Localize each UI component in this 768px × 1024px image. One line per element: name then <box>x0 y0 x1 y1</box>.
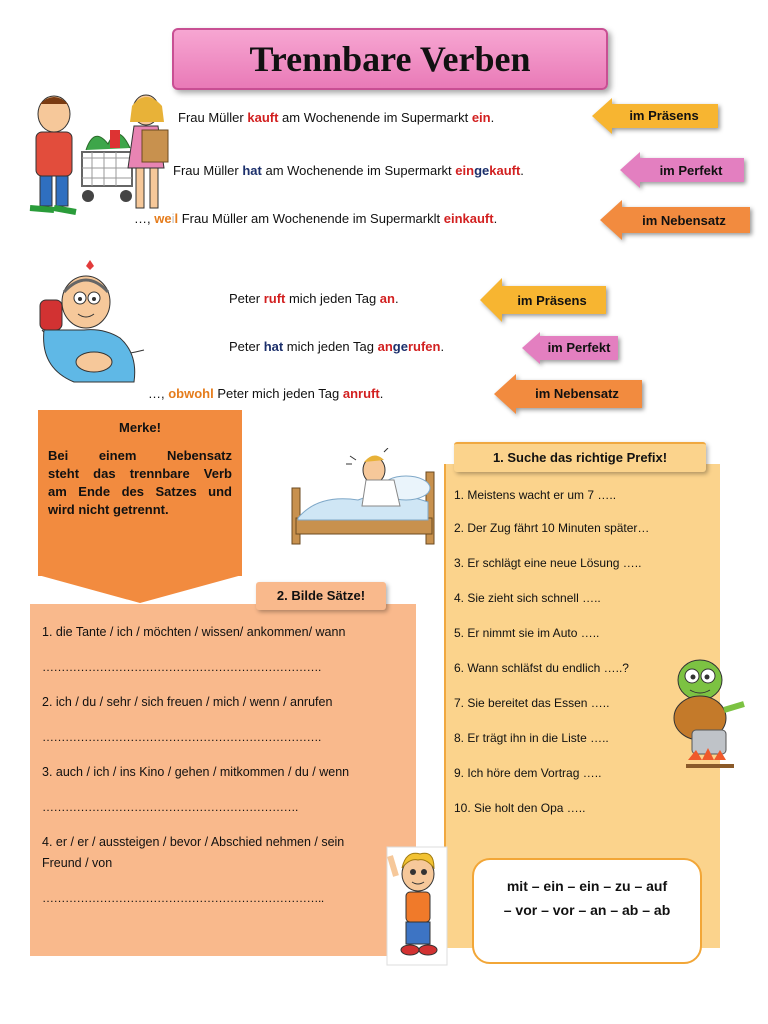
verb-highlight: einkauft <box>443 211 494 226</box>
sentence-part: Frau Müller am Wochenende im Supermarklt <box>178 211 444 226</box>
conjunction-highlight: l <box>174 211 179 226</box>
arrow-nebensatz-1 <box>600 200 750 240</box>
exercise2-answer-line: …………………………………………………………. <box>42 800 298 814</box>
arrow-praesens-2 <box>480 278 606 322</box>
sleeping-man-icon <box>288 448 438 548</box>
exercise1-item-3: 3. Er schlägt eine neue Lösung ….. <box>454 556 642 570</box>
merke-line: steht das trennbare Verb <box>48 466 232 481</box>
sentence-part: mich jeden Tag <box>285 291 380 306</box>
shopping-couple-icon <box>18 92 174 222</box>
sentence-part: . <box>493 211 498 226</box>
arrow-perfekt-2 <box>522 332 618 364</box>
verb-highlight: kauft <box>489 163 521 178</box>
sentence-part: . <box>520 163 524 178</box>
title-banner <box>172 28 608 90</box>
merke-arrow-tip <box>38 575 242 603</box>
sentence-perfekt-anrufen <box>229 339 444 354</box>
prefix-highlight: an <box>377 339 393 354</box>
merke-box <box>38 410 242 576</box>
sentence-part: …, <box>148 386 169 401</box>
exercise1-item-4: 4. Sie zieht sich schnell ….. <box>454 591 601 605</box>
sentence-part: . <box>379 386 384 401</box>
prefix-highlight: an <box>379 291 395 306</box>
exercise1-item-7: 7. Sie bereitet das Essen ….. <box>454 696 610 710</box>
sentence-part: am Wochenende im Supermarkt <box>278 110 472 125</box>
arrow-label: im Nebensatz <box>535 386 619 401</box>
arrow-label: im Perfekt <box>547 340 611 355</box>
sentence-perfekt-kaufen <box>173 163 524 178</box>
sentence-part: Peter mich jeden Tag <box>213 386 343 401</box>
sentence-part: . <box>440 339 445 354</box>
arrow-label: im Präsens <box>629 108 699 123</box>
ge-highlight: ge <box>392 339 408 354</box>
sentence-part: Peter <box>229 339 264 354</box>
verb-highlight: ruft <box>263 291 286 306</box>
sentence-part: . <box>394 291 399 306</box>
turtle-cook-icon <box>664 656 748 774</box>
sentence-part: Frau Müller <box>178 110 248 125</box>
exercise2-item-3: 3. auch / ich / ins Kino / gehen / mitkommen / du / wenn <box>42 765 350 779</box>
waving-boy-icon <box>386 846 448 966</box>
arrow-label: im Nebensatz <box>642 213 726 228</box>
exercise2-answer-line: ……………………………………………………………….. <box>42 891 324 905</box>
merke-line: wird nicht getrennt. <box>48 502 169 517</box>
prefix-highlight: ein <box>471 110 491 125</box>
auxiliary-highlight: hat <box>242 163 262 178</box>
sentence-praesens-anrufen <box>229 291 399 306</box>
verb-highlight: rufen <box>407 339 441 354</box>
sentence-part: . <box>490 110 495 125</box>
exercise2-answer-line: ………………………………………………………………. <box>42 660 321 674</box>
conjunction-highlight: obwohl <box>168 386 214 401</box>
merke-line: am Ende des Satzes und <box>48 484 232 499</box>
verb-highlight: kauft <box>247 110 279 125</box>
exercise2-item-2: 2. ich / du / sehr / sich freuen / mich / wenn / anrufen <box>42 695 333 709</box>
sentence-part: Peter <box>229 291 264 306</box>
verb-highlight: anruft <box>342 386 380 401</box>
merke-line: Bei einem Nebensatz <box>48 448 232 463</box>
sentence-part: Frau Müller <box>173 163 243 178</box>
exercise2-item-4: 4. er / er / aussteigen / bevor / Abschied nehmen / sein <box>42 835 345 849</box>
exercise2-answer-line: ………………………………………………………………. <box>42 730 321 744</box>
sentence-praesens-kaufen <box>178 110 494 125</box>
exercise1-item-6: 6. Wann schläfst du endlich …..? <box>454 661 629 675</box>
arrow-nebensatz-2 <box>494 374 642 414</box>
exercise1-item-5: 5. Er nimmt sie im Auto ….. <box>454 626 600 640</box>
word-bank <box>472 858 702 964</box>
sentence-part: am Wochenende im Supermarkt <box>261 163 456 178</box>
sentence-nebensatz-anrufen <box>148 386 383 401</box>
merke-heading: Merke! <box>119 420 161 435</box>
exercise1-item-2: 2. Der Zug fährt 10 Minuten später… <box>454 521 650 535</box>
word-bank-line: – vor – vor – an – ab – ab <box>503 902 671 918</box>
word-bank-line: mit – ein – ein – zu – auf <box>506 878 668 894</box>
exercise1-item-9: 9. Ich höre dem Vortrag ….. <box>454 766 602 780</box>
phone-man-icon <box>34 258 152 386</box>
arrow-label: im Präsens <box>517 293 587 308</box>
prefix-highlight: ein <box>455 163 475 178</box>
exercise2-item-4-cont: Freund / von <box>42 856 113 870</box>
sentence-part: mich jeden Tag <box>283 339 378 354</box>
exercise1-item-10: 10. Sie holt den Opa ….. <box>454 801 586 815</box>
exercise2-title: 2. Bilde Sätze! <box>256 582 386 610</box>
conjunction-highlight: we <box>154 211 172 226</box>
sentence-part: …, <box>134 211 155 226</box>
auxiliary-highlight: hat <box>263 339 284 354</box>
page-title: Trennbare Verben <box>249 39 531 79</box>
conjunction-highlight: i <box>171 211 175 226</box>
arrow-praesens-1 <box>592 98 718 134</box>
ge-highlight: ge <box>474 163 490 178</box>
exercise2-item-1: 1. die Tante / ich / möchten / wissen/ ankommen/ wann <box>42 625 346 639</box>
exercise1-title: 1. Suche das richtige Prefix! <box>454 442 706 472</box>
exercise1-item-8: 8. Er trägt ihn in die Liste ….. <box>454 731 609 745</box>
arrow-label: im Perfekt <box>659 163 723 178</box>
exercise1-item-1: 1. Meistens wacht er um 7 ….. <box>454 488 617 502</box>
sentence-nebensatz-kaufen <box>134 211 497 226</box>
arrow-perfekt-1 <box>620 152 744 188</box>
